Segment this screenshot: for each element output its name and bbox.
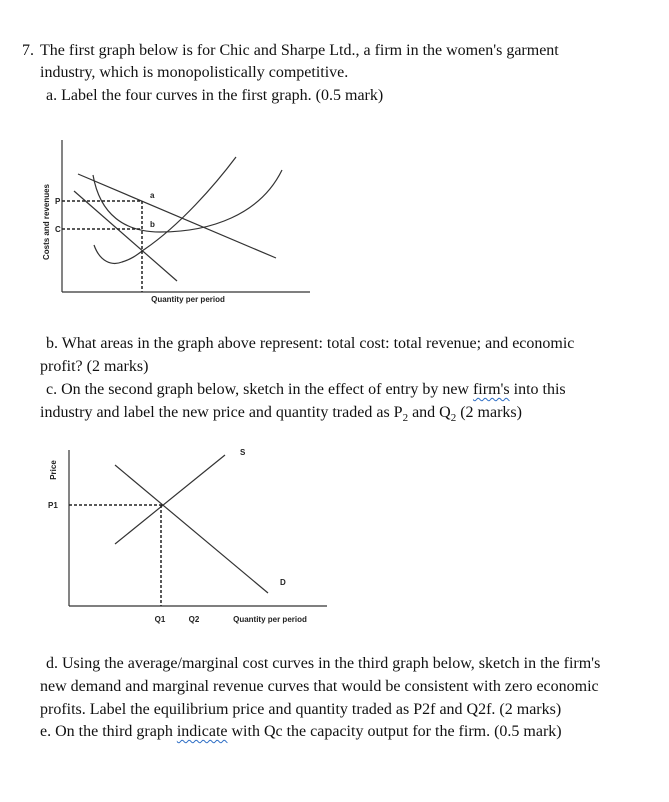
part-a: a. Label the four curves in the first graph. (0.5 mark) bbox=[46, 87, 384, 104]
average-total-cost-curve bbox=[93, 170, 282, 232]
graph1-point-a: a bbox=[150, 191, 155, 200]
graph2-xlabel: Quantity per period bbox=[233, 615, 307, 624]
demand-curve bbox=[78, 174, 276, 258]
part-b-line-1: b. What areas in the graph above represent: total cost: total revenue; and economic bbox=[46, 335, 575, 352]
part-e bbox=[40, 720, 562, 743]
part-c-line-1 bbox=[46, 378, 566, 401]
graph2-label-q2: Q2 bbox=[188, 615, 200, 624]
part-c-text-end: (2 marks) bbox=[456, 404, 522, 421]
subscript: 2 bbox=[402, 412, 409, 425]
graph1-label-c: C bbox=[55, 225, 61, 234]
graph2-label-q1: Q1 bbox=[154, 615, 166, 624]
part-e-text-end: with Qc the capacity output for the firm. (0.5 mark) bbox=[227, 723, 562, 740]
supply-curve bbox=[115, 455, 225, 544]
part-c-text: c. On the second graph below, sketch in the effect of entry by new bbox=[46, 381, 473, 398]
marginal-cost-curve bbox=[94, 157, 236, 263]
graph2-ylabel: Price bbox=[49, 460, 58, 480]
part-d-line-3: profits. Label the equilibrium price and quantity traded as P2f and Q2f. (2 marks) bbox=[40, 701, 562, 718]
intro-line-2: industry, which is monopolistically competitive. bbox=[40, 64, 349, 81]
part-c-text-end: into this bbox=[509, 381, 566, 398]
graph-2 bbox=[69, 450, 327, 606]
part-c-text: industry and label the new price and quantity traded as P bbox=[40, 404, 403, 421]
graph1-xlabel: Quantity per period bbox=[151, 295, 225, 304]
subscript: 2 bbox=[450, 412, 457, 425]
spelling-flagged-word[interactable]: indicate bbox=[176, 723, 228, 740]
question-number: 7. bbox=[22, 42, 34, 59]
part-c-text-mid: and Q bbox=[408, 404, 451, 421]
spelling-flagged-word[interactable]: firm's bbox=[472, 381, 510, 398]
graph2-label-s: S bbox=[240, 448, 246, 457]
graph1-point-b: b bbox=[150, 220, 155, 229]
graph1-label-p: P bbox=[55, 197, 61, 206]
part-b-line-2: profit? (2 marks) bbox=[40, 358, 149, 375]
part-c-line-2 bbox=[40, 401, 522, 430]
graph2-label-d: D bbox=[280, 578, 286, 587]
part-d-line-2: new demand and marginal revenue curves that would be consistent with zero economic bbox=[40, 678, 599, 695]
demand-curve bbox=[115, 465, 268, 593]
part-e-text: e. On the third graph bbox=[40, 723, 177, 740]
graph1-ylabel: Costs and revenues bbox=[42, 183, 51, 261]
graph2-label-p1: P1 bbox=[48, 501, 58, 510]
intro-line-1: The first graph below is for Chic and Sharpe Ltd., a firm in the women's garment bbox=[40, 42, 559, 59]
part-d-line-1: d. Using the average/marginal cost curves in the third graph below, sketch in the firm's bbox=[46, 655, 601, 672]
graph-1 bbox=[62, 140, 310, 292]
